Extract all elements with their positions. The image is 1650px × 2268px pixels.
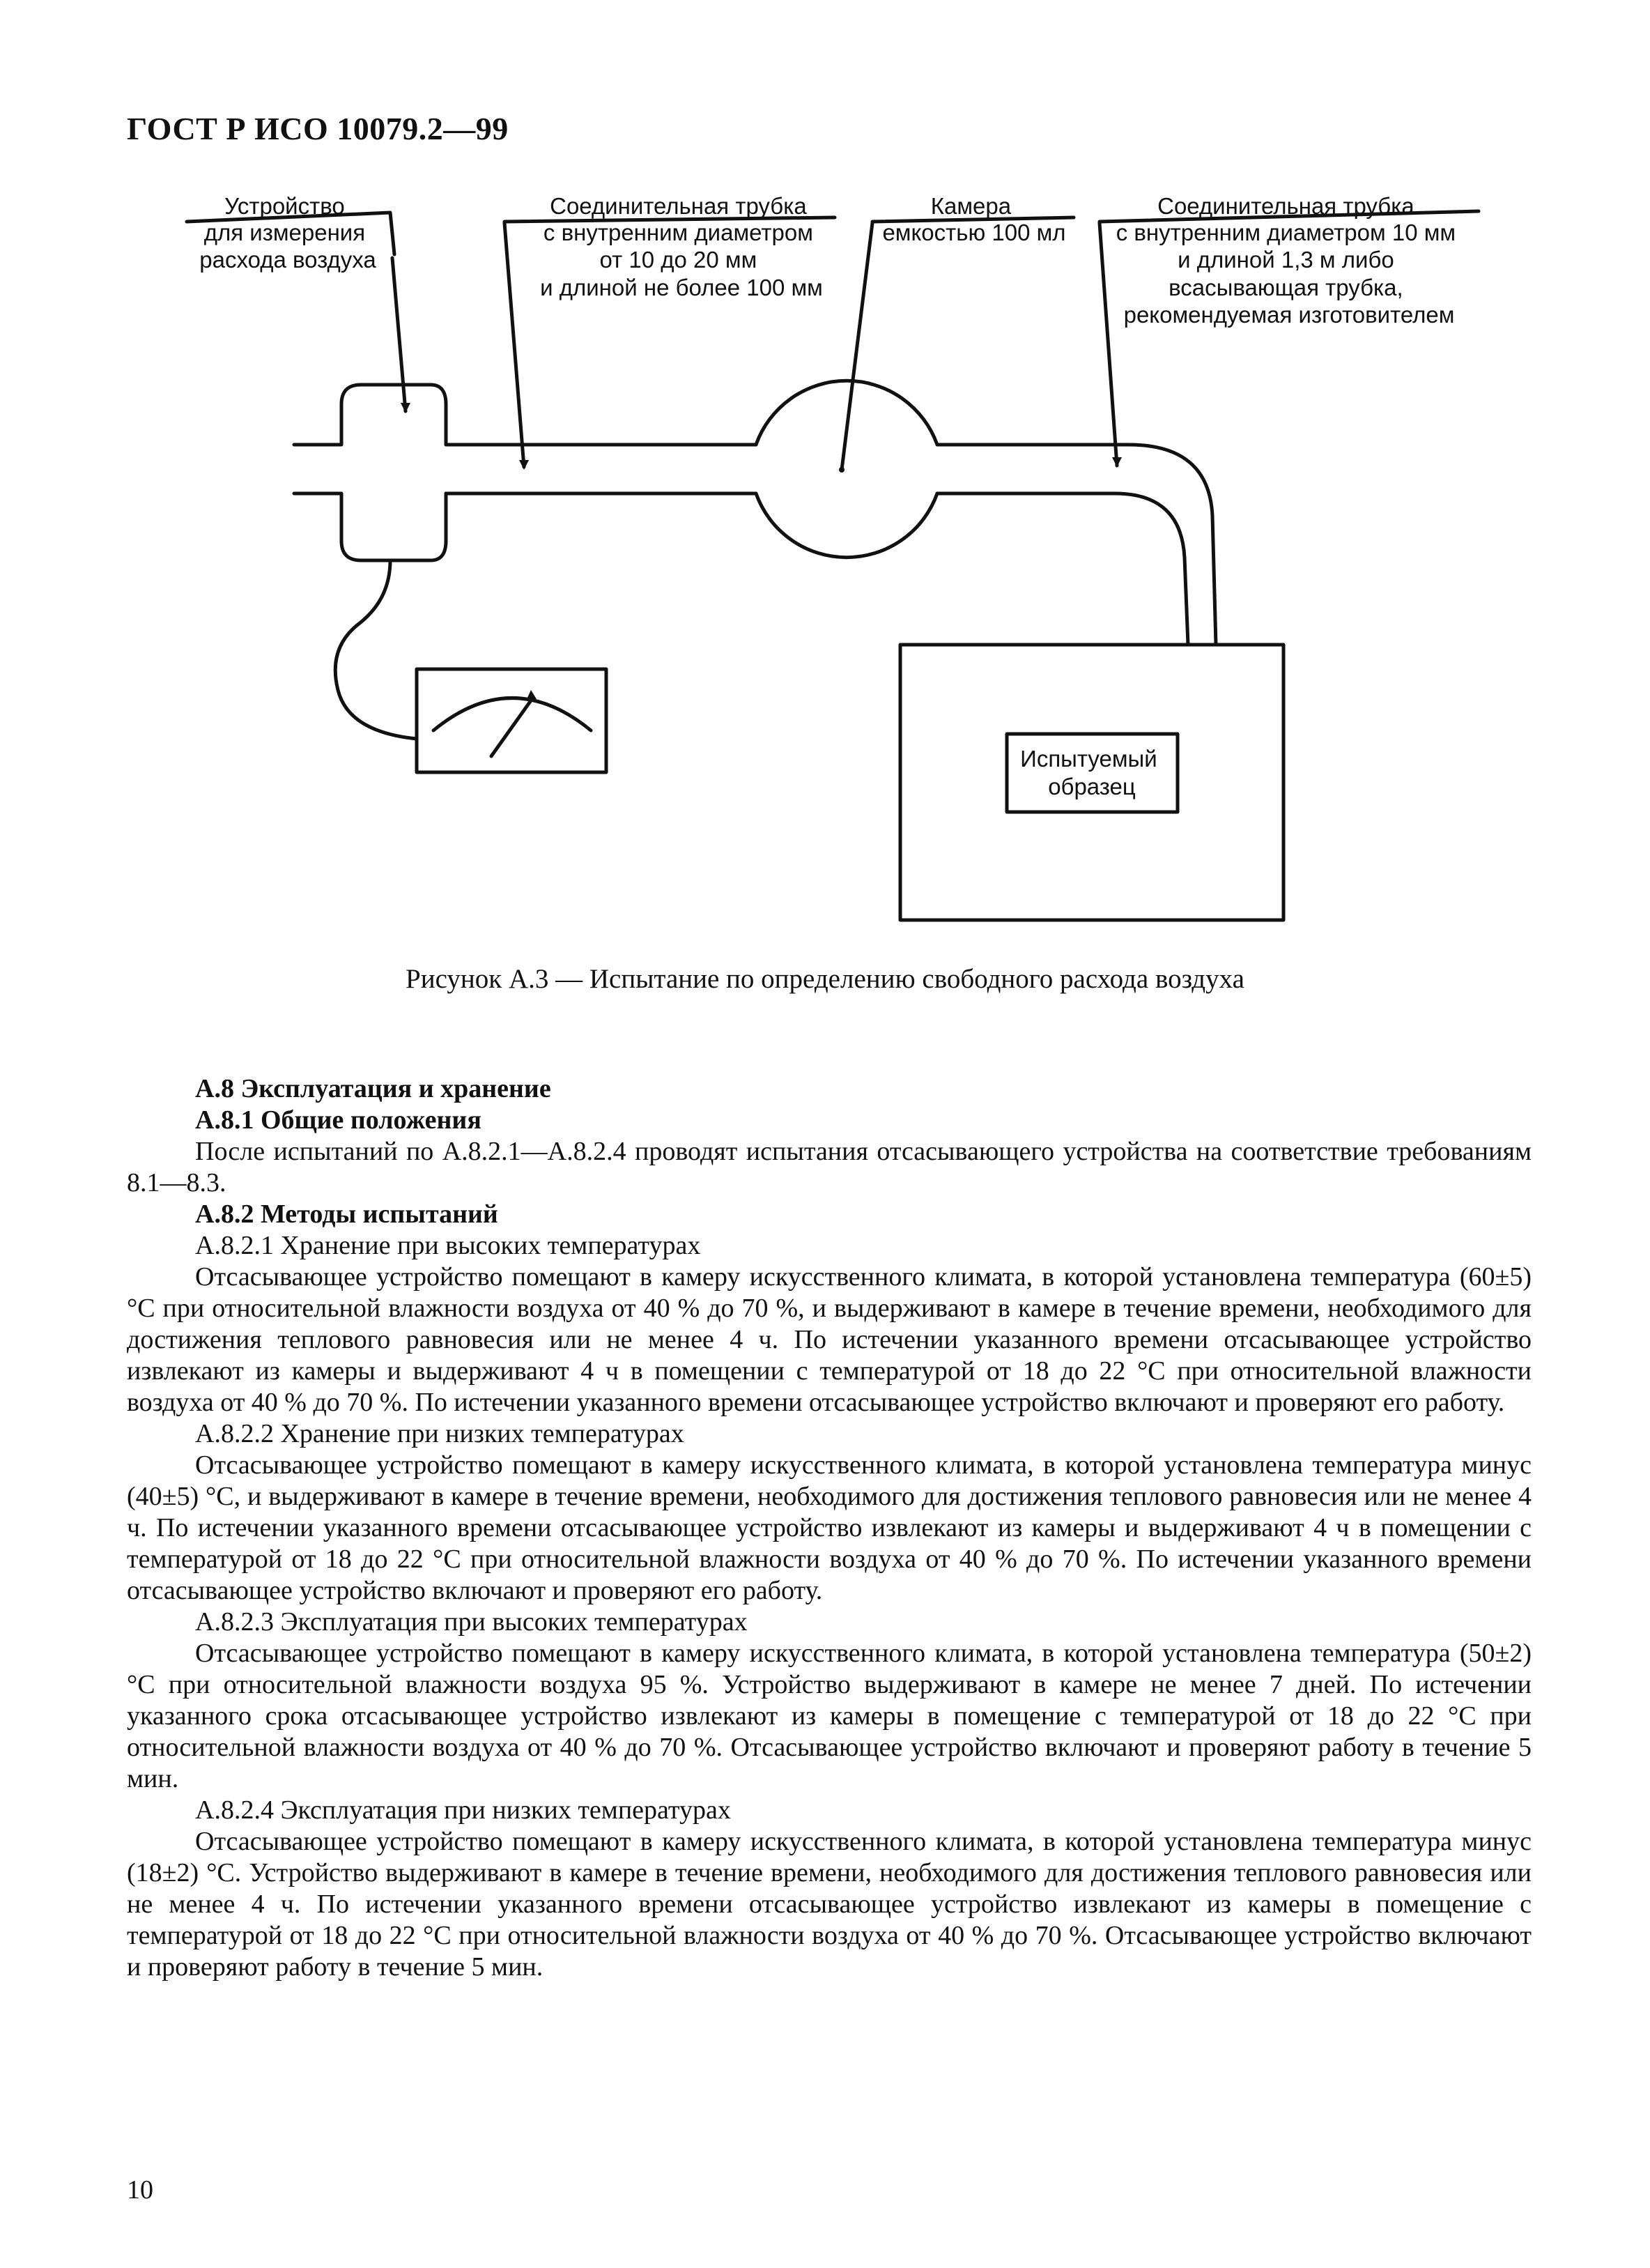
leader-flow-device <box>392 258 406 411</box>
paragraph: После испытаний по А.8.2.1—А.8.2.4 проводят испытания отсасывающего устройства на соответствие требованиям 8.1—8.3. <box>127 1137 1532 1197</box>
label-flow-device <box>199 193 376 273</box>
chamber-lower-arc <box>756 493 937 558</box>
leader-chamber <box>842 223 872 470</box>
label-tube-right-line4: всасывающая трубка, <box>1169 275 1403 300</box>
label-flow-device-line3: расхода воздуха <box>199 247 376 273</box>
paragraph: Отсасывающее устройство помещают в камеру искусственного климата, в которой установлена температура (50±2) °С при относительной влажности воздуха 95 %. Устройство выдерживают в камере не менее 7 дней. По истечении указанного срока отсасывающее устройство извлекают из камеры в помещение с температурой от 18 до 22 °С при относительной влажности воздуха от 40 % до 70 %. Отсасывающее устройство включают и проверяют работу в течение 5 мин. <box>127 1639 1532 1793</box>
label-chamber <box>882 193 1065 245</box>
subsection-heading-a8-2-3: А.8.2.3 Эксплуатация при высоких температурах <box>195 1607 748 1637</box>
label-tube-left-line3: от 10 до 20 мм <box>599 247 757 273</box>
leader-tube-left <box>504 223 524 467</box>
paragraph: Отсасывающее устройство помещают в камеру искусственного климата, в которой установлена температура (60±5) °С при относительной влажности воздуха от 40 % до 70 %, и выдерживают в камере в течение времени, необходимого для достижения теплового равновесия или не менее 4 ч. По истечении указанного времени отсасывающее устройство извлекают из камеры и выдерживают 4 ч в помещении с температурой от 18 до 22 °С при относительной влажности воздуха от 40 % до 70 %. По истечении указанного времени отсасывающее устройство включают и проверяют его работу. <box>127 1262 1532 1417</box>
label-tube-left-line2: с внутренним диаметром <box>543 220 813 245</box>
label-flow-device-line2: для измерения <box>203 220 366 245</box>
figure-caption: Рисунок А.3 — Испытание по определению свободного расхода воздуха <box>406 964 1244 994</box>
label-tube-right-line1: Соединительная трубка <box>1157 193 1414 219</box>
label-tube-left-line4: и длиной не более 100 мм <box>540 275 823 300</box>
subsection-heading-a8-2-2: А.8.2.2 Хранение при низких температурах <box>195 1419 684 1448</box>
label-tube-right-line3: и длиной 1,3 м либо <box>1178 247 1394 273</box>
paragraph: Отсасывающее устройство помещают в камеру искусственного климата, в которой установлена температура минус (40±5) °С, и выдерживают в камере в течение времени, необходимого для достижения теплового равновесия или не менее 4 ч. По истечении указанного времени отсасывающее устройство извлекают из камеры и выдерживают 4 ч в помещении с температурой от 18 до 22 °С при относительной влажности воздуха от 40 % до 70 %. По истечении указанного времени отсасывающее устройство включают и проверяют его работу. <box>127 1450 1532 1605</box>
label-sample <box>1020 746 1164 799</box>
section-heading-a8: А.8 Эксплуатация и хранение <box>195 1074 551 1103</box>
document-header: ГОСТ Р ИСО 10079.2—99 <box>127 111 509 146</box>
label-tube-right-line2: с внутренним диаметром 10 мм <box>1116 220 1456 245</box>
label-sample-line2: образец <box>1048 774 1136 799</box>
document-body <box>127 1073 1532 1983</box>
leader-tube-right <box>1100 223 1117 466</box>
flow-device-housing <box>294 385 446 445</box>
label-tube-left <box>540 193 823 300</box>
subsection-heading-a8-2-1: А.8.2.1 Хранение при высоких температурах <box>195 1231 701 1260</box>
page-number: 10 <box>127 2175 153 2205</box>
paragraph: Отсасывающее устройство помещают в камеру искусственного климата, в которой установлена температура минус (18±2) °С. Устройство выдерживают в камере в течение времени, необходимого для достижения теплового равновесия или не менее 4 ч. По истечении указанного времени отсасывающее устройство извлекают из камеры в помещение с температурой от 18 до 22 °С при относительной влажности воздуха от 40 % до 70 %. Отсасывающее устройство включают и проверяют работу в течение 5 мин. <box>127 1827 1532 1982</box>
tube-right-inner <box>937 493 1188 645</box>
flow-device-housing-bottom <box>294 493 446 560</box>
label-chamber-line1: Камера <box>930 193 1012 219</box>
label-flow-device-line1: Устройство <box>224 193 345 219</box>
label-sample-line1: Испытуемый <box>1020 746 1157 772</box>
figure-diagram <box>0 0 1650 962</box>
section-heading-a8-2: А.8.2 Методы испытаний <box>195 1200 498 1229</box>
label-tube-left-line1: Соединительная трубка <box>550 193 807 219</box>
label-tube-right-line5: рекомендуемая изготовителем <box>1123 302 1455 328</box>
tube-right-outer <box>937 445 1216 645</box>
label-tube-right <box>1116 193 1463 328</box>
subsection-heading-a8-2-4: А.8.2.4 Эксплуатация при низких температурах <box>195 1795 731 1825</box>
flow-device-cable <box>335 560 417 739</box>
label-chamber-line2: емкостью 100 мл <box>882 220 1066 245</box>
figure-a3 <box>0 0 1650 962</box>
section-heading-a8-1: А.8.1 Общие положения <box>195 1105 481 1135</box>
meter-needle <box>491 700 531 756</box>
